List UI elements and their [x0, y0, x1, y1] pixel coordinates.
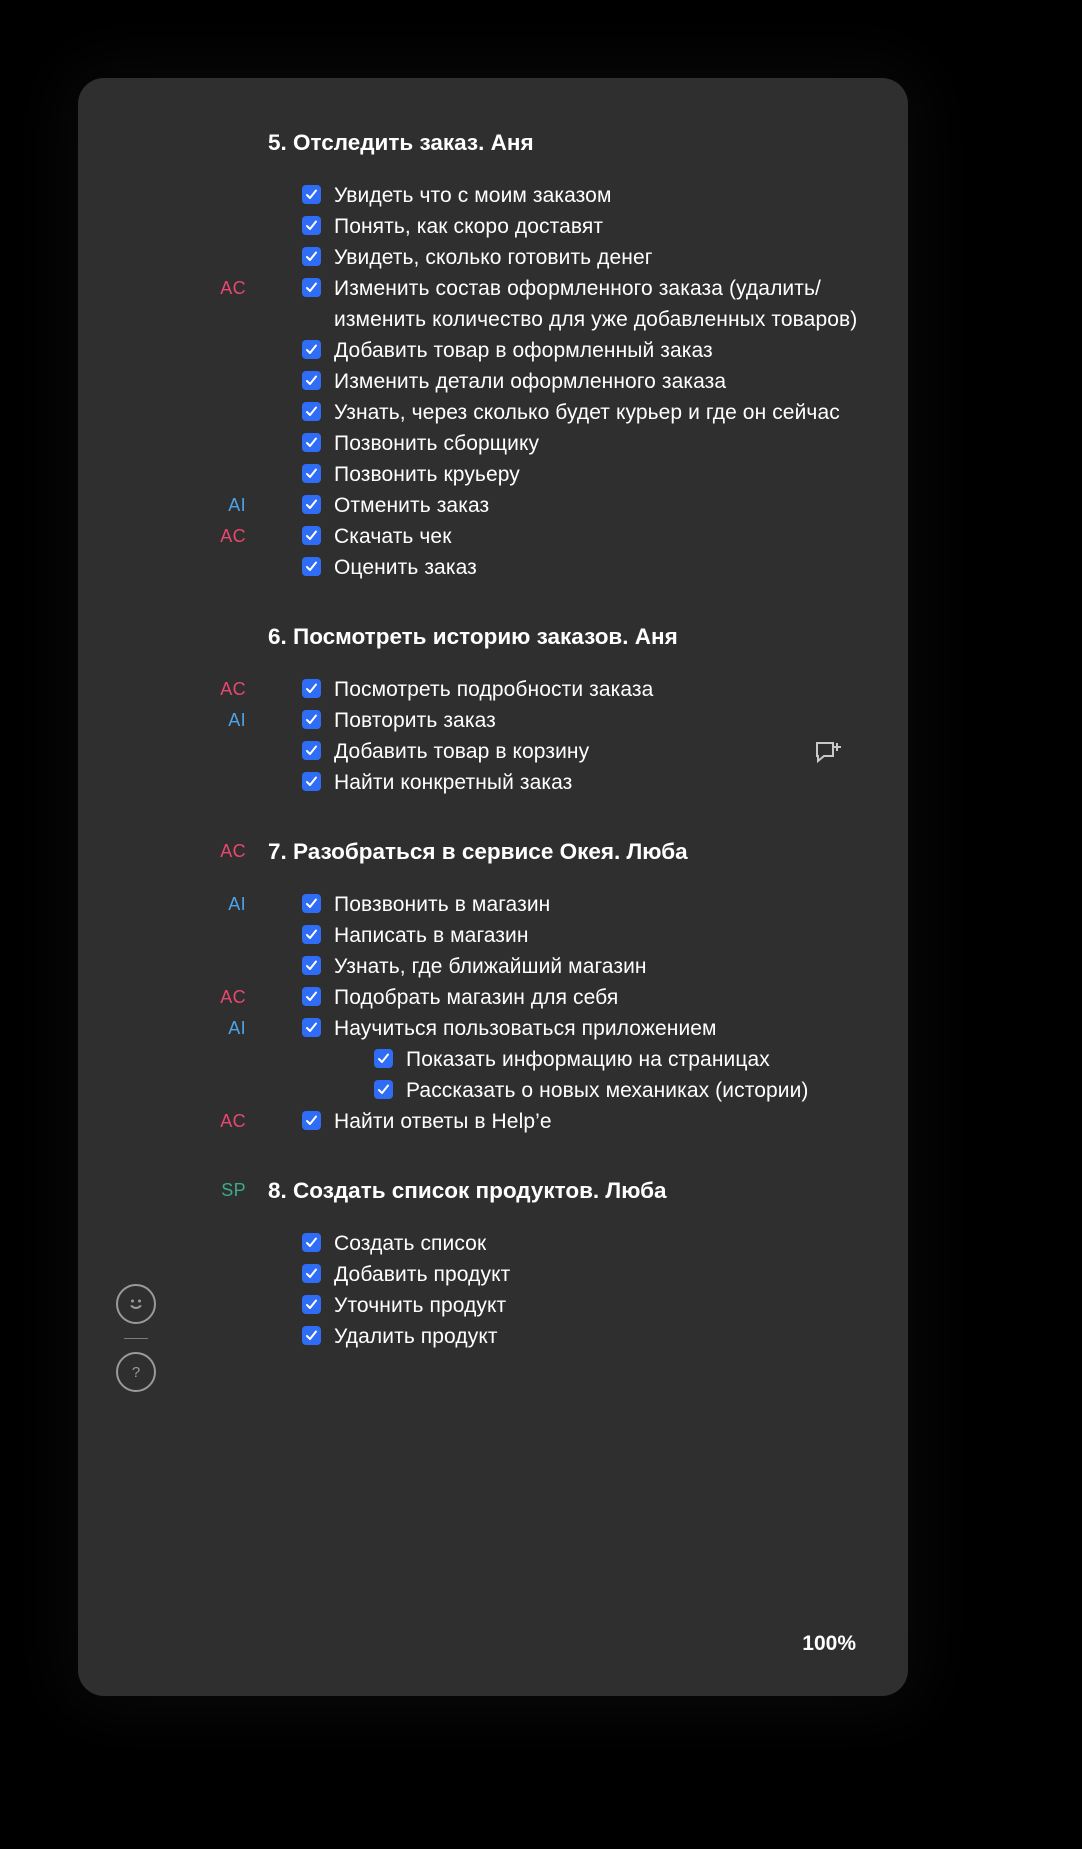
checklist-item-label: Найти ответы в Help’е [334, 1110, 552, 1133]
checkbox-checked-icon[interactable] [302, 1233, 321, 1252]
gutter-tag-ac[interactable]: AC [220, 987, 246, 1007]
checklist-item-label: Добавить товар в корзину [334, 740, 590, 763]
gutter-tag-ai[interactable]: AI [228, 1018, 246, 1038]
checkbox-checked-icon[interactable] [302, 1326, 321, 1345]
checklist-item-label: Узнать, через сколько будет курьер и где он сейчас [334, 401, 840, 424]
checkbox-checked-icon[interactable] [374, 1080, 393, 1099]
checklist-item[interactable] [78, 490, 908, 521]
checkbox-checked-icon[interactable] [302, 433, 321, 452]
checkbox-checked-icon[interactable] [302, 741, 321, 760]
checklist-item-label: Рассказать о новых механиках (истории) [406, 1079, 809, 1102]
checklist-item[interactable] [78, 1228, 908, 1259]
checklist-item[interactable] [78, 767, 908, 798]
checklist-item-label: Повторить заказ [334, 709, 496, 732]
gutter-tag-ai[interactable]: AI [228, 495, 246, 515]
checkbox-checked-icon[interactable] [302, 371, 321, 390]
checklist-item-label: Увидеть, сколько готовить денег [334, 246, 653, 269]
checklist-item[interactable] [78, 1321, 908, 1352]
checklist-item[interactable] [78, 951, 908, 982]
gutter-tag-sp[interactable]: SP [221, 1180, 246, 1200]
checklist-item[interactable] [78, 273, 908, 335]
checklist-item[interactable] [78, 180, 908, 211]
section-heading: 8. Создать список продуктов. Люба [268, 1178, 667, 1203]
checklist-item-label: Изменить состав оформленного заказа (удалить/изменить количество для уже добавленных товаров) [334, 277, 858, 331]
float-button-divider [124, 1338, 148, 1339]
checklist-item-label: Позвонить круьеру [334, 463, 520, 486]
section-spacer [78, 1137, 908, 1176]
checklist-item-label: Найти конкретный заказ [334, 771, 573, 794]
checklist-items [78, 1228, 908, 1352]
checkbox-checked-icon[interactable] [302, 278, 321, 297]
checklist-item[interactable] [78, 736, 908, 767]
checkbox-checked-icon[interactable] [302, 495, 321, 514]
checkbox-checked-icon[interactable] [302, 557, 321, 576]
checklist-items [78, 180, 908, 583]
checkbox-checked-icon[interactable] [374, 1049, 393, 1068]
checklist-item[interactable] [78, 1044, 908, 1075]
checklist-item-label: Изменить детали оформленного заказа [334, 370, 727, 393]
checklist-item-label: Подобрать магазин для себя [334, 986, 619, 1009]
checklist-items [78, 674, 908, 798]
checkbox-checked-icon[interactable] [302, 679, 321, 698]
checkbox-checked-icon[interactable] [302, 987, 321, 1006]
checklist-item-label: Добавить товар в оформленный заказ [334, 339, 713, 362]
gutter-tag-ai[interactable]: AI [228, 894, 246, 914]
svg-text:?: ? [131, 1364, 141, 1381]
section-heading-row [78, 128, 908, 158]
checklist-item[interactable] [78, 366, 908, 397]
checklist-item[interactable] [78, 459, 908, 490]
section-heading: 7. Разобраться в сервисе Окея. Люба [268, 839, 688, 864]
checkbox-checked-icon[interactable] [302, 464, 321, 483]
checklist-item[interactable] [78, 674, 908, 705]
gutter-tag-ac[interactable]: AC [220, 679, 246, 699]
help-question-icon[interactable] [116, 1352, 156, 1392]
document-card [78, 78, 908, 1696]
checklist-item-label: Оценить заказ [334, 556, 477, 579]
section-heading: 6. Посмотреть историю заказов. Аня [268, 624, 678, 649]
checklist-item[interactable] [78, 1259, 908, 1290]
checkbox-checked-icon[interactable] [302, 247, 321, 266]
checklist-item[interactable] [78, 335, 908, 366]
checklist-item[interactable] [78, 521, 908, 552]
checklist-item-label: Уточнить продукт [334, 1294, 507, 1317]
checkbox-checked-icon[interactable] [302, 1111, 321, 1130]
sections-container [78, 78, 908, 1352]
section-heading-row [78, 837, 908, 867]
checklist-item-label: Отменить заказ [334, 494, 490, 517]
checklist-item[interactable] [78, 1106, 908, 1137]
document-body [78, 78, 908, 1696]
section-heading-row [78, 1176, 908, 1206]
checklist-item-label: Написать в магазин [334, 924, 529, 947]
checklist-item[interactable] [78, 705, 908, 736]
checkbox-checked-icon[interactable] [302, 1295, 321, 1314]
checklist-item[interactable] [78, 211, 908, 242]
checkbox-checked-icon[interactable] [302, 1018, 321, 1037]
section-spacer [78, 798, 908, 837]
checkbox-checked-icon[interactable] [302, 526, 321, 545]
checkbox-checked-icon[interactable] [302, 894, 321, 913]
checklist-item-label: Удалить продукт [334, 1325, 498, 1348]
checklist-item-label: Позвонить сборщику [334, 432, 540, 455]
checkbox-checked-icon[interactable] [302, 1264, 321, 1283]
checklist-section [78, 837, 908, 1137]
checklist-item-label: Увидеть что с моим заказом [334, 184, 612, 207]
checklist-item-label: Посмотреть подробности заказа [334, 678, 654, 701]
checklist-item-label: Показать информацию на страницах [406, 1048, 770, 1071]
checklist-section [78, 128, 908, 583]
checklist-item[interactable] [78, 1075, 908, 1106]
checklist-item[interactable] [78, 1290, 908, 1321]
checklist-item[interactable] [78, 242, 908, 273]
checkbox-checked-icon[interactable] [302, 772, 321, 791]
checklist-item-label: Скачать чек [334, 525, 452, 548]
checklist-item-label: Понять, как скоро доставят [334, 215, 604, 238]
checklist-item-label: Узнать, где ближайший магазин [334, 955, 647, 978]
checkbox-checked-icon[interactable] [302, 925, 321, 944]
gutter-tag-ac[interactable]: AC [220, 526, 246, 546]
checklist-item[interactable] [78, 982, 908, 1013]
section-heading: 5. Отследить заказ. Аня [268, 130, 534, 155]
checklist-item[interactable] [78, 397, 908, 428]
section-heading-row [78, 622, 908, 652]
checklist-item-label: Создать список [334, 1232, 487, 1255]
checklist-item[interactable] [78, 428, 908, 459]
section-spacer [78, 583, 908, 622]
gutter-tag-ac[interactable]: AC [220, 278, 246, 298]
checkbox-checked-icon[interactable] [302, 710, 321, 729]
checkbox-checked-icon[interactable] [302, 956, 321, 975]
checklist-item[interactable] [78, 889, 908, 920]
checklist-section [78, 622, 908, 798]
checklist-item[interactable] [78, 1013, 908, 1044]
checklist-section [78, 1176, 908, 1352]
checklist-items [78, 889, 908, 1137]
checklist-item[interactable] [78, 552, 908, 583]
zoom-level-badge[interactable]: 100% [802, 1632, 856, 1655]
checklist-item-label: Добавить продукт [334, 1263, 511, 1286]
gutter-tag-ai[interactable]: AI [228, 710, 246, 730]
comment-add-icon[interactable] [816, 741, 842, 765]
gutter-tag-ac[interactable]: AC [220, 1111, 246, 1131]
checkbox-checked-icon[interactable] [302, 185, 321, 204]
checklist-item-label: Научиться пользоваться приложением [334, 1017, 717, 1040]
checklist-item-label: Повзвонить в магазин [334, 893, 551, 916]
checkbox-checked-icon[interactable] [302, 402, 321, 421]
checkbox-checked-icon[interactable] [302, 216, 321, 235]
emoji-reaction-icon[interactable] [116, 1284, 156, 1324]
checkbox-checked-icon[interactable] [302, 340, 321, 359]
gutter-tag-ac[interactable]: AC [220, 841, 246, 861]
checklist-item[interactable] [78, 920, 908, 951]
